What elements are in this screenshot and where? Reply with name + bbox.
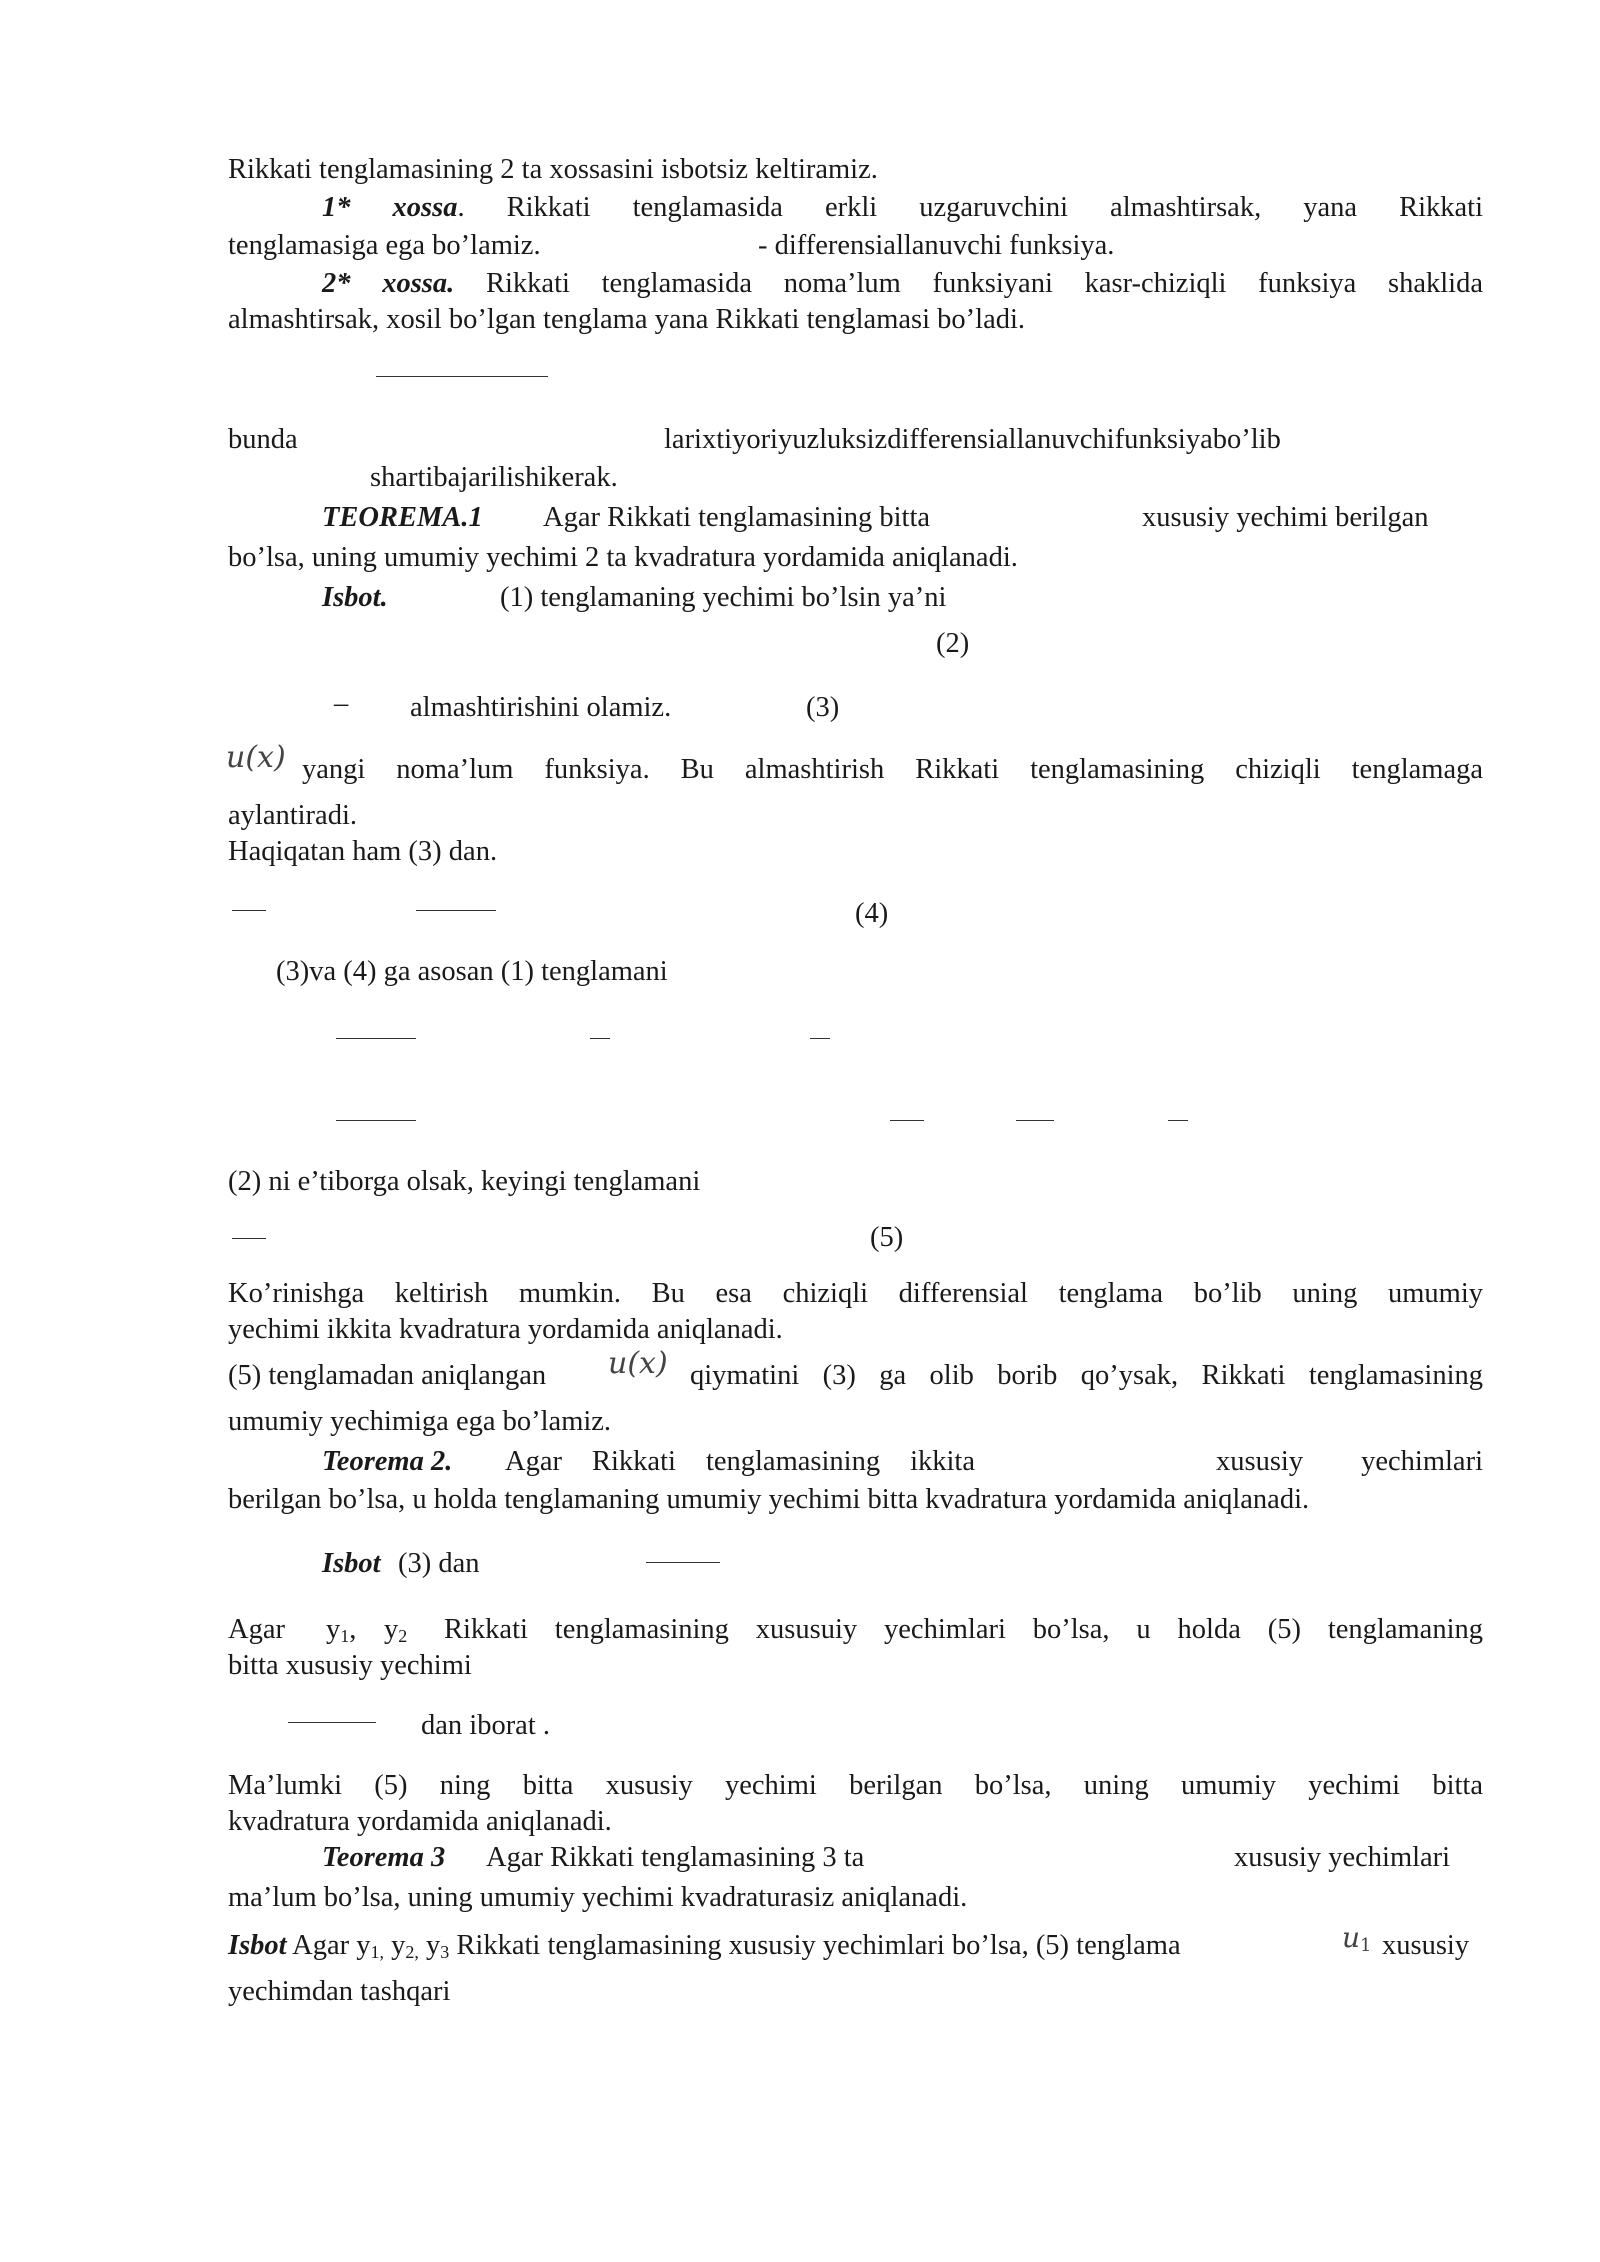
formula-fraction-bar xyxy=(416,910,496,911)
text-line: Agar Rikkati tenglamasining bitta xyxy=(543,502,931,533)
text-line: xususiy yechimlari xyxy=(1234,1842,1451,1873)
property-2-line xyxy=(322,266,1483,302)
text-line: shartibajarilishikerak. xyxy=(370,462,618,493)
formula-fraction-bar xyxy=(376,376,548,377)
text-span: y xyxy=(418,1930,441,1961)
y1-symbol: $y_1$, xyxy=(326,1614,357,1646)
proof-heading xyxy=(322,580,388,616)
subscript: 2 xyxy=(398,1626,408,1646)
text-line: xususiy yechimi berilgan xyxy=(1142,502,1429,533)
text-line: larixtiyoriyuzluksizdifferensiallanuvchifunksiyabo’lib xyxy=(664,424,1281,455)
text-line: xususiy xyxy=(1382,1930,1470,1961)
text-line: Agar Rikkati tenglamasining ikkita xyxy=(505,1446,975,1477)
text-line: (3) dan xyxy=(398,1548,480,1579)
text-line: Ko’rinishga keltirish mumkin. Bu esa chiziqli differensial tenglama bo’lib uning umumiy xyxy=(228,1278,1483,1309)
formula-fraction-bar xyxy=(1168,1120,1188,1121)
proof-heading xyxy=(322,1546,381,1582)
text-line: almashtirishini olamiz. xyxy=(410,692,672,723)
proof-3-line xyxy=(228,1928,1181,1970)
formula-fraction-bar xyxy=(232,1238,266,1239)
y-letter: y xyxy=(326,1614,341,1645)
text-line: bitta xususiy yechimi xyxy=(228,1650,472,1681)
text-line: - differensiallanuvchi funksiya. xyxy=(758,230,1115,261)
text-line: xususiy yechimlari xyxy=(1216,1446,1483,1477)
proof-label: Isbot. xyxy=(322,582,388,613)
formula-fraction-bar xyxy=(890,1120,924,1121)
formula-fraction-bar xyxy=(810,1038,830,1039)
theorem-1-line xyxy=(322,500,483,536)
text-line: Agar Rikkati tenglamasining 3 ta xyxy=(486,1842,865,1873)
formula-fraction-bar xyxy=(288,1722,376,1723)
text-line: (3)va (4) ga asosan (1) tenglamani xyxy=(276,956,668,987)
text-line: yechimdan tashqari xyxy=(228,1976,451,2007)
text-line: aylantiradi. xyxy=(228,800,357,831)
theorem-1-heading: TEOREMA.1 xyxy=(322,502,483,533)
text-span: Rikkati tenglamasida noma’lum funksiyani kasr-chiziqli funksiya shaklida xyxy=(454,268,1483,299)
text-line: yangi noma’lum funksiya. Bu almashtirish Rikkati tenglamasining chiziqli tenglamaga xyxy=(302,754,1483,785)
text-span: y xyxy=(384,1930,406,1961)
text-line: Rikkati tenglamasining 2 ta xossasini isbotsiz keltiramiz. xyxy=(228,154,878,185)
text-line: – xyxy=(334,688,349,719)
text-line: berilgan bo’lsa, u holda tenglamaning umumiy yechimi bitta kvadratura yordamida aniqlanadi. xyxy=(228,1484,1310,1515)
text-line: Haqiqatan ham (3) dan. xyxy=(228,836,498,867)
text-line: (5) tenglamadan aniqlangan xyxy=(228,1360,547,1391)
text-line: yechimi ikkita kvadratura yordamida aniqlanadi. xyxy=(228,1314,783,1345)
text-span: Agar y xyxy=(292,1930,371,1961)
theorem-2-heading: Teorema 2. xyxy=(322,1446,453,1477)
u-of-x-symbol: u(x) xyxy=(608,1346,668,1381)
proof-label: Isbot xyxy=(322,1548,381,1579)
formula-fraction-bar xyxy=(336,1038,416,1039)
text-span: . Rikkati tenglamasida erkli uzgaruvchini almashtirsak, yana Rikkati xyxy=(457,192,1483,223)
proof-label: Isbot xyxy=(228,1930,287,1961)
equation-number: (2) xyxy=(936,628,970,659)
subscript: 1, xyxy=(370,1942,385,1962)
u-of-x-symbol: u(x) xyxy=(226,740,286,775)
text-line: Ma’lumki (5) ning bitta xususiy yechimi berilgan bo’lsa, uning umumiy yechimi bitta xyxy=(228,1770,1483,1801)
text-line: ma’lum bo’lsa, uning umumiy yechimi kvadraturasiz aniqlanadi. xyxy=(228,1882,968,1913)
formula-fraction-bar xyxy=(336,1120,416,1121)
text-line: dan iborat . xyxy=(421,1710,551,1741)
theorem-2-line xyxy=(322,1444,452,1480)
equation-number: (5) xyxy=(870,1222,904,1253)
text-line: (2) ni e’tiborga olsak, keyingi tenglamani xyxy=(228,1166,701,1197)
u1-symbol xyxy=(1342,1920,1372,1964)
text-line: bunda xyxy=(228,424,298,455)
equation-number: (3) xyxy=(806,692,840,723)
equation-number: (4) xyxy=(855,898,889,929)
property-2-heading: 2* xossa. xyxy=(322,268,455,299)
subscript: 1 xyxy=(340,1626,350,1646)
text-line: tenglamasiga ega bo’lamiz. xyxy=(228,230,541,261)
text-line: qiymatini (3) ga olib borib qo’ysak, Rikkati tenglamasining xyxy=(690,1360,1483,1391)
text-line: umumiy yechimiga ega bo’lamiz. xyxy=(228,1406,612,1437)
text-line: kvadratura yordamida aniqlanadi. xyxy=(228,1806,612,1837)
formula-fraction-bar xyxy=(1016,1120,1054,1121)
property-1-heading: 1* xossa xyxy=(322,192,458,223)
theorem-3-line xyxy=(322,1840,445,1876)
text-line: Agar xyxy=(228,1614,285,1645)
y-letter: y xyxy=(384,1614,399,1645)
text-line: bo’lsa, uning umumiy yechimi 2 ta kvadratura yordamida aniqlanadi. xyxy=(228,542,1018,573)
text-line: (1) tenglamaning yechimi bo’lsin ya’ni xyxy=(500,582,947,613)
formula-fraction-bar xyxy=(646,1562,720,1563)
text-span: Rikkati tenglamasining xususiy yechimlari bo’lsa, (5) tenglama xyxy=(449,1930,1181,1961)
theorem-3-heading: Teorema 3 xyxy=(322,1842,446,1873)
property-1-line xyxy=(322,190,1483,226)
text-line: Rikkati tenglamasining xususuiy yechimlari bo’lsa, u holda (5) tenglamaning xyxy=(444,1614,1483,1645)
subscript: 2, xyxy=(405,1942,419,1962)
subscript: 1 xyxy=(1360,1935,1372,1956)
subscript: 3 xyxy=(440,1942,450,1962)
formula-fraction-bar xyxy=(590,1038,610,1039)
formula-fraction-bar xyxy=(232,910,266,911)
text-line: almashtirsak, xosil bo’lgan tenglama yana Rikkati tenglamasi bo’ladi. xyxy=(228,304,1026,335)
u-letter: u xyxy=(1342,1921,1361,1954)
